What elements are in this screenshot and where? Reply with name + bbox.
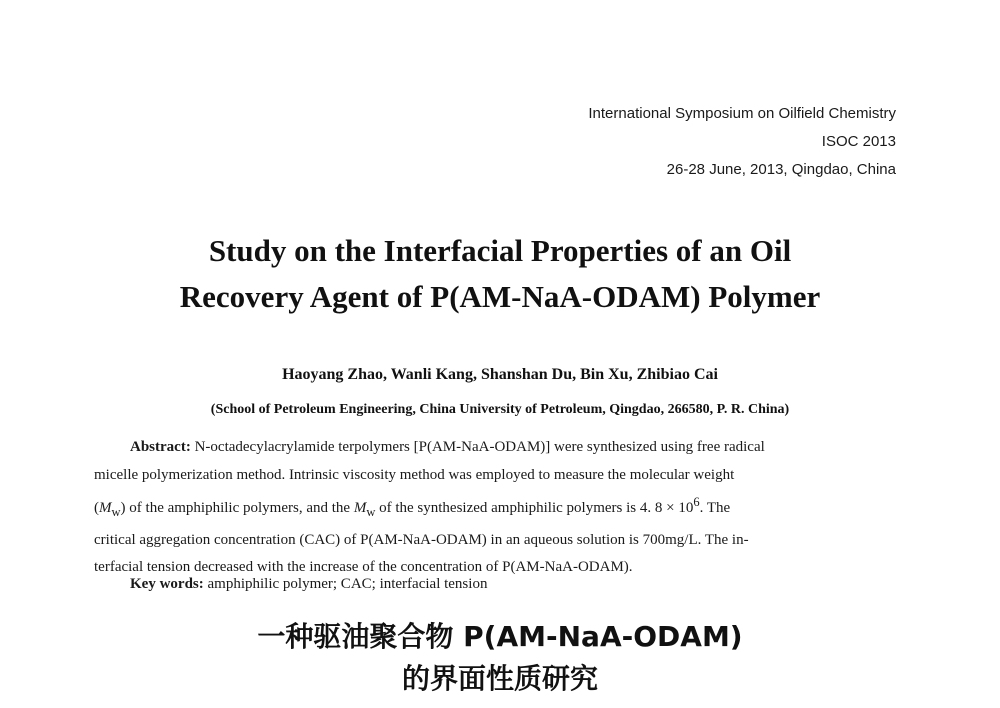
abstract-label: Abstract: [130, 439, 191, 455]
exponent: 6 [693, 495, 700, 509]
chinese-title-line-1: 一种驱油聚合物 P(AM-NaA-ODAM) [257, 620, 743, 653]
abstract-line-2: micelle polymerization method. Intrinsic viscosity method was employed to measure the molecular weight [94, 466, 735, 483]
abstract-text-3a: ( [94, 500, 99, 516]
abstract-text-3d: . The [699, 500, 731, 516]
chinese-title-line-2: 的界面性质研究 [401, 662, 598, 695]
conference-date-location: 26-28 June, 2013, Qingdao, China [666, 161, 896, 178]
conference-acronym: ISOC 2013 [821, 133, 896, 150]
affiliation: (School of Petroleum Engineering, China University of Petroleum, Qingdao, 266580, P. R. China) [210, 402, 790, 417]
paper-title [0, 228, 1000, 320]
mw-symbol-2: M [353, 500, 367, 516]
mw-subscript-2: w [366, 505, 376, 519]
paper-title-line-2: Recovery Agent of P(AM-NaA-ODAM) Polymer [179, 279, 821, 314]
abstract-text-3c: of the synthesized amphiphilic polymers is 4. 8 × 10 [375, 500, 694, 516]
mw-symbol: M [99, 500, 112, 516]
abstract-line-4: critical aggregation concentration (CAC) of P(AM-NaA-ODAM) in an aqueous solution is 700mg/L. The in- [94, 531, 749, 548]
abstract-line-5: terfacial tension decreased with the increase of the concentration of P(AM-NaA-ODAM). [94, 559, 633, 575]
paper-title-line-1: Study on the Interfacial Properties of an Oil [208, 233, 792, 268]
keywords-text: amphiphilic polymer; CAC; interfacial tension [203, 576, 488, 592]
conference-header [588, 100, 896, 184]
mw-subscript: w [111, 505, 121, 519]
keywords [130, 576, 487, 593]
abstract-line-3 [94, 489, 900, 527]
keywords-label: Key words: [130, 576, 204, 592]
conference-name: International Symposium on Oilfield Chemistry [588, 105, 896, 122]
abstract-text-1: N-octadecylacrylamide terpolymers [P(AM-NaA-ODAM)] were synthesized using free radical [190, 439, 765, 455]
author-list: Haoyang Zhao, Wanli Kang, Shanshan Du, Bin Xu, Zhibiao Cai [282, 366, 718, 383]
abstract [94, 434, 900, 582]
abstract-text-3b: ) of the amphiphilic polymers, and the [120, 500, 354, 516]
chinese-title [0, 616, 1000, 700]
abstract-line-1 [94, 434, 900, 462]
